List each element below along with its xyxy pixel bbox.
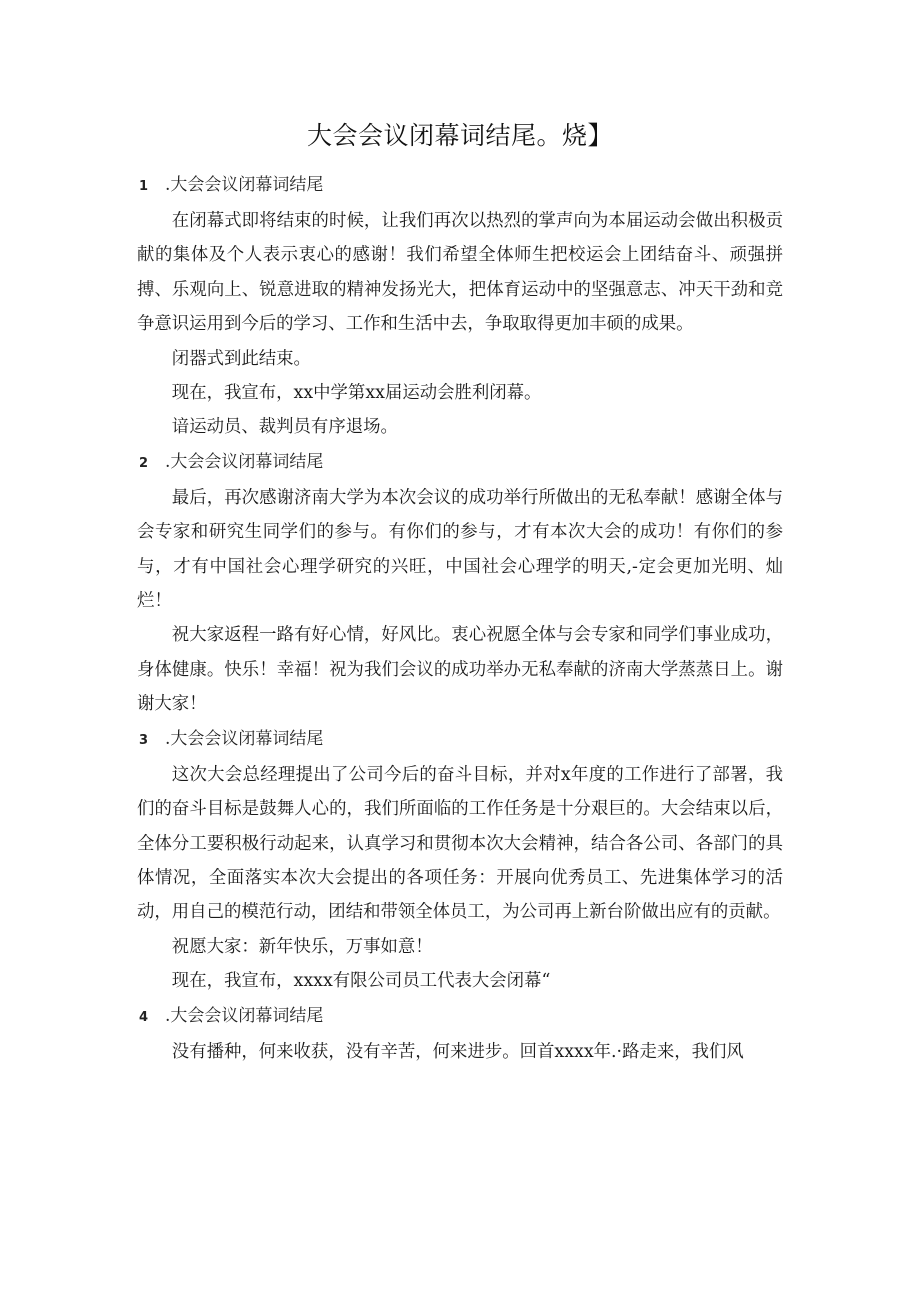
section-number: 2 bbox=[139, 455, 149, 471]
paragraph: 现在，我宣布，xx中学第xx届运动会胜利闭幕。 bbox=[171, 383, 542, 404]
section-heading-text: .大会会议闭幕词结尾 bbox=[165, 728, 324, 749]
section-number: 3 bbox=[139, 732, 149, 748]
paragraph: 现在，我宣布，xxxx有限公司员工代表大会闭幕“ bbox=[171, 971, 551, 992]
section-heading bbox=[137, 445, 783, 481]
paragraph: 祝愿大家：新年快乐，万事如意！ bbox=[171, 936, 433, 957]
section-number: 1 bbox=[139, 179, 149, 194]
section-heading-text: .大会会议闭幕词结尾 bbox=[165, 451, 324, 472]
paragraph: 在闭幕式即将结束的时候，让我们再次以热烈的掌声向为本届运动会做出积极贡献的集体及个人表示衷心的感谢！我们希望全体师生把校运会上团结奋斗、顽强拼搏、乐观向上、锐意进取的精神发扬光大，把体育运动中的坚强意志、冲天干劲和竞争意识运用到今后的学习、工作和生活中去，争取取得更加丰硕的成果。 bbox=[137, 211, 783, 335]
section-heading bbox=[137, 999, 783, 1035]
section-heading bbox=[137, 722, 783, 758]
paragraph: 没有播种，何来收获，没有辛苦，何来进步。回首xxxx年.·路走来，我们风 bbox=[171, 1041, 744, 1062]
section-number: 4 bbox=[139, 1009, 149, 1025]
document-body bbox=[137, 168, 783, 1069]
paragraph: 祝大家返程一路有好心情，好风比。衷心祝愿全体与会专家和同学们事业成功，身体健康。快乐！幸福！祝为我们会议的成功举办无私奉献的济南大学蒸蒸日上。谢谢大家！ bbox=[137, 625, 783, 715]
section-heading-text: .大会会议闭幕词结尾 bbox=[165, 1005, 324, 1026]
paragraph: 闭器式到此结束。 bbox=[171, 348, 311, 369]
section-heading bbox=[137, 168, 783, 204]
section-heading-text: .大会会议闭幕词结尾 bbox=[165, 175, 324, 195]
paragraph: 最后，再次感谢济南大学为本次会议的成功举行所做出的无私奉献！感谢全体与会专家和研究生同学们的参与。有你们的参与，才有本次大会的成功！有你们的参与，才有中国社会心理学研究的兴旺，中国社会心理学的明天,-定会更加光明、灿烂！ bbox=[137, 487, 783, 612]
paragraph: 谙运动员、裁判员有序退场。 bbox=[171, 417, 398, 438]
document-title: 大会会议闭幕词结尾。烧】 bbox=[306, 121, 613, 150]
paragraph: 这次大会总经理提出了公司今后的奋斗目标，并对x年度的工作进行了部署，我们的奋斗目标是鼓舞人心的，我们所面临的工作任务是十分艰巨的。大会结束以后，全体分工要积极行动起来，认真学习和贯彻本次大会精神，结合各公司、各部门的具体情况，全面落实本次大会提出的各项任务：开展向优秀员工、先进集体学习的活动，用自己的模范行动，团结和带领全体员工，为公司再上新台阶做出应有的贡献。 bbox=[137, 764, 783, 923]
